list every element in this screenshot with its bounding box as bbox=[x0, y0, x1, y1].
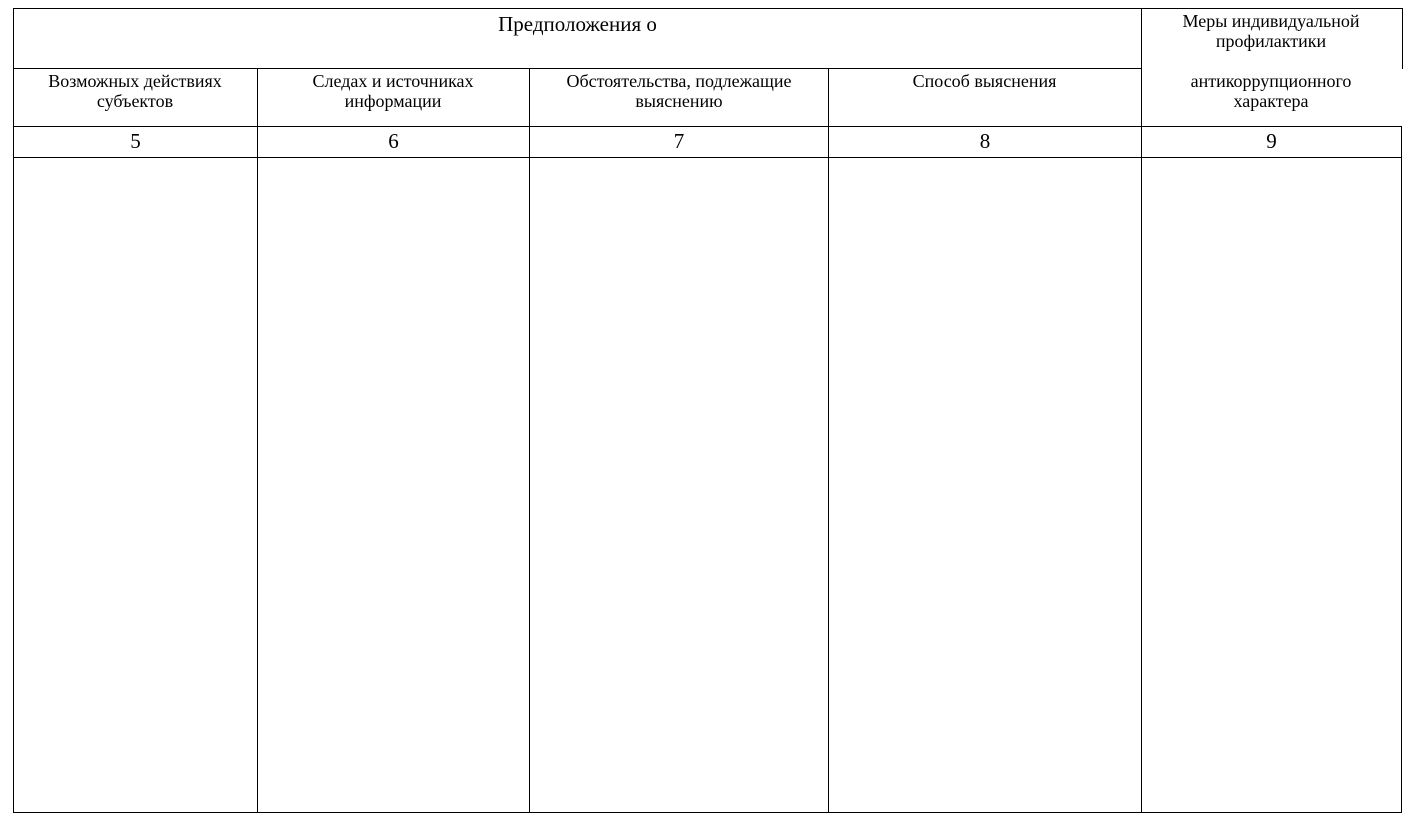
column-number-8: 8 bbox=[979, 129, 991, 153]
column-header-circumstances: Обстоятельства, подлежащие выяснению bbox=[566, 71, 792, 111]
body-cell-8 bbox=[829, 158, 1141, 812]
measures-header-bottom: антикоррупционного характера bbox=[1190, 71, 1352, 111]
column-number-5: 5 bbox=[130, 129, 141, 153]
table-right-border-lower bbox=[1401, 126, 1402, 813]
column-number-7: 7 bbox=[673, 129, 685, 153]
body-cell-9 bbox=[1142, 158, 1401, 812]
column-number-9: 9 bbox=[1266, 129, 1277, 153]
body-cell-6 bbox=[258, 158, 529, 812]
table-bottom-border bbox=[13, 812, 1402, 813]
body-cell-7 bbox=[530, 158, 828, 812]
table-top-border bbox=[13, 8, 1402, 9]
group-header-bottom-border bbox=[13, 68, 1142, 69]
column-number-6: 6 bbox=[388, 129, 399, 153]
table-right-border-upper bbox=[1402, 8, 1403, 69]
column-header-traces: Следах и источниках информации bbox=[312, 71, 474, 111]
column-header-method: Способ выяснения bbox=[912, 71, 1057, 91]
column-header-actions: Возможных действиях субъектов bbox=[48, 71, 222, 111]
group-header-assumptions: Предположения о bbox=[498, 12, 657, 36]
body-cell-5 bbox=[14, 158, 257, 812]
measures-header-top: Меры индивидуальной профилактики bbox=[1182, 11, 1360, 51]
header-row-bottom-border bbox=[13, 126, 1402, 127]
